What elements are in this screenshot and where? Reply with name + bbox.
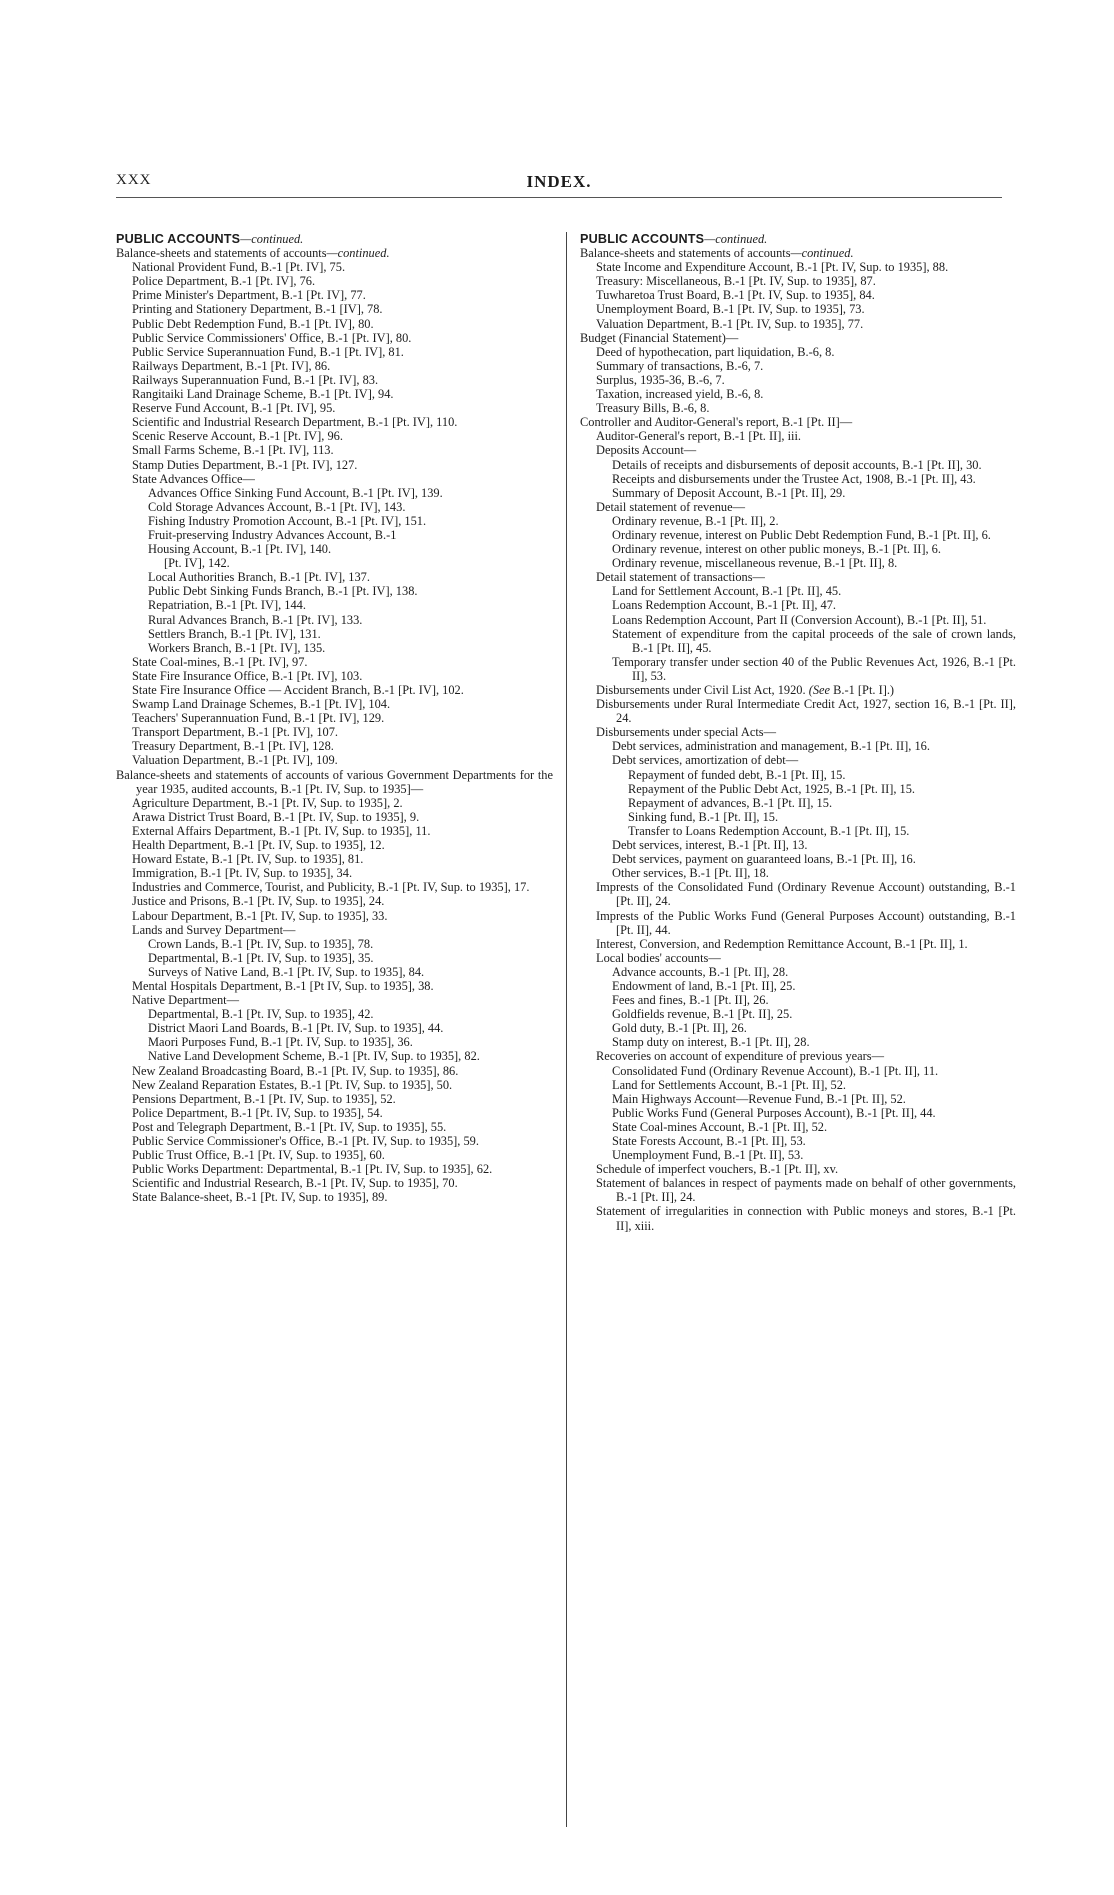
index-entry: [116, 302, 553, 316]
index-entry: [116, 909, 553, 923]
index-entry: [580, 1106, 1016, 1120]
index-entry: [580, 1162, 1016, 1176]
index-entry-text: Disbursements under Rural Intermediate Credit Act, 1927, section 16, B.-1 [Pt. II], 24.: [596, 697, 1016, 726]
index-entry-text: Public Debt Redemption Fund, B.-1 [Pt. IV], 80.: [132, 316, 374, 331]
index-entry-text: Ordinary revenue, miscellaneous revenue, B.-1 [Pt. II], 8.: [612, 556, 898, 571]
index-entry-text: Valuation Department, B.-1 [Pt. IV], 109.: [132, 753, 338, 768]
index-entry-text: District Maori Land Boards, B.-1 [Pt. IV, Sup. to 1935], 44.: [148, 1021, 444, 1036]
index-entry: [116, 429, 553, 443]
index-entry: [580, 1092, 1016, 1106]
index-entry-text: Agriculture Department, B.-1 [Pt. IV, Sup. to 1935], 2.: [132, 795, 403, 810]
index-entry: [116, 965, 553, 979]
continued-note: —continued.: [790, 246, 854, 261]
index-entry-text: Imprests of the Public Works Fund (General Purposes Account) outstanding, B.-1 [Pt. II], 44.: [596, 908, 1016, 937]
index-entry: [580, 302, 1016, 316]
index-entry: [580, 387, 1016, 401]
index-entry-text: Health Department, B.-1 [Pt. IV, Sup. to 1935], 12.: [132, 838, 385, 853]
index-entry: [580, 1021, 1016, 1035]
index-entry-text: Rangitaiki Land Drainage Scheme, B.-1 [Pt. IV], 94.: [132, 387, 394, 402]
index-entry: [116, 641, 553, 655]
index-entry: [580, 429, 1016, 443]
index-entry-text: Crown Lands, B.-1 [Pt. IV, Sup. to 1935], 78.: [148, 936, 374, 951]
index-entry-text: Recoveries on account of expenditure of previous years—: [596, 1049, 884, 1064]
index-entry-text: State Balance-sheet, B.-1 [Pt. IV, Sup. to 1935], 89.: [132, 1190, 388, 1205]
index-entry: [116, 443, 553, 457]
index-entry-text: Consolidated Fund (Ordinary Revenue Account), B.-1 [Pt. II], 11.: [612, 1063, 939, 1078]
index-entry-text: State Coal-mines, B.-1 [Pt. IV], 97.: [132, 654, 308, 669]
index-entry: [580, 359, 1016, 373]
index-entry-text: Repayment of funded debt, B.-1 [Pt. II], 15.: [628, 767, 846, 782]
index-entry-text: Fruit-preserving Industry Advances Account, B.-1: [148, 527, 397, 542]
index-entry-text: Debt services, interest, B.-1 [Pt. II], 13.: [612, 838, 808, 853]
index-entry: [116, 1134, 553, 1148]
index-entry-text: Local Authorities Branch, B.-1 [Pt. IV], 137.: [148, 570, 370, 585]
index-entry-text: Interest, Conversion, and Redemption Remittance Account, B.-1 [Pt. II], 1.: [596, 936, 968, 951]
index-entry-text: Public Works Fund (General Purposes Account), B.-1 [Pt. II], 44.: [612, 1105, 936, 1120]
index-entry: [116, 1176, 553, 1190]
index-entry: [116, 937, 553, 951]
index-entry: [116, 1106, 553, 1120]
index-entry: [580, 613, 1016, 627]
index-entry-text: Statement of irregularities in connection with Public moneys and stores, B.-1 [Pt. II], xiii.: [596, 1204, 1016, 1233]
index-entry-text: Unemployment Board, B.-1 [Pt. IV, Sup. to 1935], 73.: [596, 302, 865, 317]
index-entry: [116, 810, 553, 824]
index-entry: [116, 655, 553, 669]
index-entry: [116, 246, 553, 260]
index-entry: [116, 768, 553, 796]
index-entry: [580, 472, 1016, 486]
index-entry-text: Fees and fines, B.-1 [Pt. II], 26.: [612, 993, 769, 1008]
index-entry: [116, 274, 553, 288]
index-entry-text: Public Service Commissioner's Office, B.-1 [Pt. IV, Sup. to 1935], 59.: [132, 1134, 479, 1148]
continued-note: —continued.: [326, 246, 390, 261]
index-entry: [116, 401, 553, 415]
index-entry: [116, 570, 553, 584]
index-entry-text: Transport Department, B.-1 [Pt. IV], 107.: [132, 725, 339, 740]
index-entry: [116, 1120, 553, 1134]
index-entry-text: Pensions Department, B.-1 [Pt. IV, Sup. to 1935], 52.: [132, 1091, 396, 1106]
index-entry: [580, 838, 1016, 852]
index-entry-text: State Forests Account, B.-1 [Pt. II], 53.: [612, 1134, 806, 1148]
index-entry-text: Railways Department, B.-1 [Pt. IV], 86.: [132, 358, 331, 373]
index-entry: [116, 613, 553, 627]
index-entry-text: State Coal-mines Account, B.-1 [Pt. II], 52.: [612, 1119, 828, 1134]
index-entry: [580, 937, 1016, 951]
index-entry-text: Railways Superannuation Fund, B.-1 [Pt. IV], 83.: [132, 372, 379, 387]
index-entry-text: Small Farms Scheme, B.-1 [Pt. IV], 113.: [132, 443, 334, 458]
index-entry-text: Advance accounts, B.-1 [Pt. II], 28.: [612, 964, 789, 979]
index-entry-text: Goldfields revenue, B.-1 [Pt. II], 25.: [612, 1007, 793, 1022]
index-entry-text: Other services, B.-1 [Pt. II], 18.: [612, 866, 769, 881]
index-entry-text: Prime Minister's Department, B.-1 [Pt. IV], 77.: [132, 288, 366, 303]
index-entry: [580, 852, 1016, 866]
index-entry: [580, 1134, 1016, 1148]
index-entry-text: Public Service Commissioners' Office, B.-1 [Pt. IV], 80.: [132, 330, 412, 345]
index-entry: [580, 1078, 1016, 1092]
index-entry-text: Settlers Branch, B.-1 [Pt. IV], 131.: [148, 626, 321, 641]
index-entry: [580, 782, 1016, 796]
index-entry-text: New Zealand Broadcasting Board, B.-1 [Pt. IV, Sup. to 1935], 86.: [132, 1063, 459, 1078]
index-entry-text: Surveys of Native Land, B.-1 [Pt. IV, Sup. to 1935], 84.: [148, 964, 425, 979]
index-entry: [580, 415, 1016, 429]
index-entry-text: Scientific and Industrial Research Department, B.-1 [Pt. IV], 110.: [132, 415, 458, 430]
index-entry-text: Land for Settlements Account, B.-1 [Pt. II], 52.: [612, 1077, 846, 1092]
index-entry-text: State Advances Office—: [132, 471, 255, 486]
index-entry: [580, 796, 1016, 810]
index-entry: [580, 810, 1016, 824]
index-entry: [116, 852, 553, 866]
index-entry-text: Surplus, 1935-36, B.-6, 7.: [596, 372, 725, 387]
index-entry: [580, 1148, 1016, 1162]
index-entry: [116, 472, 553, 486]
index-entry-text: State Income and Expenditure Account, B.-1 [Pt. IV, Sup. to 1935], 88.: [596, 260, 949, 275]
index-entry: [116, 1021, 553, 1035]
running-header: [116, 172, 1002, 192]
index-entry: [116, 1148, 553, 1162]
section-heading-text: PUBLIC ACCOUNTS: [580, 232, 705, 246]
index-entry-text: Ordinary revenue, interest on Public Debt Redemption Fund, B.-1 [Pt. II], 6.: [612, 527, 991, 542]
index-entry: [580, 317, 1016, 331]
index-entry-text: Main Highways Account—Revenue Fund, B.-1 [Pt. II], 52.: [612, 1091, 906, 1106]
index-entry: [116, 331, 553, 345]
index-entry-text: External Affairs Department, B.-1 [Pt. IV, Sup. to 1935], 11.: [132, 823, 431, 838]
continued-note: —continued.: [240, 232, 304, 246]
index-entry: [580, 739, 1016, 753]
index-entry: [580, 993, 1016, 1007]
index-entry-text: Loans Redemption Account, Part II (Conversion Account), B.-1 [Pt. II], 51.: [612, 612, 987, 627]
index-entry: [580, 514, 1016, 528]
index-entry: [116, 1078, 553, 1092]
index-entry: [116, 387, 553, 401]
index-entry-text: Housing Account, B.-1 [Pt. IV], 140.: [148, 542, 332, 557]
index-entry: [580, 274, 1016, 288]
index-entry: [580, 373, 1016, 387]
index-entry-text: Police Department, B.-1 [Pt. IV], 76.: [132, 274, 316, 289]
index-entry: [580, 486, 1016, 500]
index-entry-text: Balance-sheets and statements of accounts of various Government Departments for the year 1935, audited accounts, B.-1 [Pt. IV, Sup. to 1935]—: [116, 767, 553, 796]
index-entry-text: Police Department, B.-1 [Pt. IV, Sup. to 1935], 54.: [132, 1105, 383, 1120]
index-entry: [116, 1064, 553, 1078]
index-entry: [116, 824, 553, 838]
index-entry: [116, 993, 553, 1007]
index-entry: [580, 683, 1016, 697]
index-entry: [116, 1190, 553, 1204]
index-entry-text: Fishing Industry Promotion Account, B.-1 [Pt. IV], 151.: [148, 513, 427, 528]
index-entry: [116, 1049, 553, 1063]
index-entry-text: Native Department—: [132, 993, 240, 1008]
index-entry-text: Justice and Prisons, B.-1 [Pt. IV, Sup. to 1935], 24.: [132, 894, 385, 909]
index-entry: [116, 373, 553, 387]
index-entry-text: Advances Office Sinking Fund Account, B.-1 [Pt. IV], 139.: [148, 485, 443, 500]
index-entry-text: Ordinary revenue, B.-1 [Pt. II], 2.: [612, 513, 779, 528]
index-entry-text: Scenic Reserve Account, B.-1 [Pt. IV], 96.: [132, 429, 343, 444]
index-entry-text: Industries and Commerce, Tourist, and Publicity, B.-1 [Pt. IV, Sup. to 1935], 17.: [132, 880, 530, 895]
index-entry-text: Loans Redemption Account, B.-1 [Pt. II], 47.: [612, 598, 837, 613]
index-entry-text: Post and Telegraph Department, B.-1 [Pt. IV, Sup. to 1935], 55.: [132, 1119, 447, 1134]
index-entry: [580, 584, 1016, 598]
index-entry: [116, 1092, 553, 1106]
index-entry-text: Rural Advances Branch, B.-1 [Pt. IV], 133.: [148, 612, 363, 627]
index-entry-text: Maori Purposes Fund, B.-1 [Pt. IV, Sup. to 1935], 36.: [148, 1035, 413, 1050]
section-heading-text: PUBLIC ACCOUNTS: [116, 232, 241, 246]
index-entry-text: Scientific and Industrial Research, B.-1 [Pt. IV, Sup. to 1935], 70.: [132, 1176, 458, 1191]
index-entry: [580, 1035, 1016, 1049]
index-entry-text: Controller and Auditor-General's report, B.-1 [Pt. II]—: [580, 415, 853, 430]
index-entry-text: Summary of transactions, B.-6, 7.: [596, 358, 764, 373]
index-entry: [580, 1007, 1016, 1021]
index-entry-text: Arawa District Trust Board, B.-1 [Pt. IV, Sup. to 1935], 9.: [132, 809, 420, 824]
index-entry-text: Howard Estate, B.-1 [Pt. IV, Sup. to 1935], 81.: [132, 852, 364, 867]
index-entry: [116, 1007, 553, 1021]
index-entry-text: Budget (Financial Statement)—: [580, 330, 739, 345]
index-entry: [580, 542, 1016, 556]
index-entry-text: Balance-sheets and statements of accounts: [116, 246, 327, 261]
index-entry-text: Valuation Department, B.-1 [Pt. IV, Sup. to 1935], 77.: [596, 316, 864, 331]
index-entry-text: Treasury Department, B.-1 [Pt. IV], 128.: [132, 739, 334, 754]
index-entry: [580, 768, 1016, 782]
index-entry: [116, 345, 553, 359]
see-reference-target: B.-1 [Pt. I].): [833, 683, 895, 697]
index-entry: [116, 500, 553, 514]
index-entry-text: Imprests of the Consolidated Fund (Ordinary Revenue Account) outstanding, B.-1 [Pt. II], 24.: [596, 880, 1016, 909]
index-entry: [580, 260, 1016, 274]
index-entry-text: Statement of expenditure from the capital proceeds of the sale of crown lands, B.-1 [Pt. II], 45.: [612, 626, 1016, 655]
index-entry: [580, 753, 1016, 767]
index-entry-text: Local bodies' accounts—: [596, 950, 721, 965]
index-entry: [116, 866, 553, 880]
index-entry: [580, 443, 1016, 457]
index-entry: [580, 500, 1016, 514]
index-entry-text: Disbursements under Civil List Act, 1920.: [596, 683, 806, 697]
index-entry: [580, 1120, 1016, 1134]
index-entry-text: Temporary transfer under section 40 of the Public Revenues Act, 1926, B.-1 [Pt. II], 53.: [612, 654, 1016, 683]
index-entry: [580, 331, 1016, 345]
index-entry: [580, 1176, 1016, 1204]
index-entry-text: Departmental, B.-1 [Pt. IV, Sup. to 1935], 35.: [148, 950, 374, 965]
index-entry: [116, 838, 553, 852]
index-entry-text: Receipts and disbursements under the Trustee Act, 1908, B.-1 [Pt. II], 43.: [612, 471, 976, 486]
index-entry: [580, 951, 1016, 965]
index-entry: [116, 683, 553, 697]
index-entry: [580, 598, 1016, 612]
index-entry-text: National Provident Fund, B.-1 [Pt. IV], 75.: [132, 260, 346, 275]
index-entry: [580, 880, 1016, 908]
index-entry: [116, 753, 553, 767]
continued-note: —continued.: [704, 232, 768, 246]
index-column-left: [116, 232, 553, 1204]
index-entry-text: Debt services, payment on guaranteed loans, B.-1 [Pt. II], 16.: [612, 852, 916, 867]
index-entry-text: Native Land Development Scheme, B.-1 [Pt. IV, Sup. to 1935], 82.: [148, 1049, 480, 1064]
index-entry-text: Details of receipts and disbursements of deposit accounts, B.-1 [Pt. II], 30.: [612, 457, 982, 472]
index-entry: [580, 824, 1016, 838]
index-entry: [580, 246, 1016, 260]
index-entry: [580, 570, 1016, 584]
index-entry: [580, 627, 1016, 655]
index-entry: [116, 923, 553, 937]
index-entry-text: [Pt. IV], 142.: [164, 556, 230, 571]
index-entry-text: Treasury: Miscellaneous, B.-1 [Pt. IV, Sup. to 1935], 87.: [596, 274, 876, 289]
index-entry: [580, 655, 1016, 683]
index-entry-text: Stamp duty on interest, B.-1 [Pt. II], 28.: [612, 1035, 810, 1050]
index-entry: [116, 514, 553, 528]
index-entry-text: Labour Department, B.-1 [Pt. IV, Sup. to 1935], 33.: [132, 908, 388, 923]
index-entry: [116, 486, 553, 500]
column-divider: [566, 232, 567, 1827]
index-entry: [580, 866, 1016, 880]
index-entry: [580, 965, 1016, 979]
index-entry: [116, 697, 553, 711]
index-entry-text: Public Works Department: Departmental, B.-1 [Pt. IV, Sup. to 1935], 62.: [132, 1162, 493, 1177]
index-entry: [116, 260, 553, 274]
index-entry-text: State Fire Insurance Office — Accident Branch, B.-1 [Pt. IV], 102.: [132, 683, 464, 697]
index-entry-text: Reserve Fund Account, B.-1 [Pt. IV], 95.: [132, 401, 336, 416]
index-entry: [116, 556, 553, 570]
page-number: XXX: [116, 172, 152, 188]
index-entry-text: Detail statement of revenue—: [596, 499, 745, 514]
index-entry-text: Repayment of the Public Debt Act, 1925, B.-1 [Pt. II], 15.: [628, 781, 916, 796]
index-entry: [116, 951, 553, 965]
index-entry: [116, 739, 553, 753]
section-heading: [116, 232, 553, 246]
index-entry: [116, 415, 553, 429]
index-entry-text: Lands and Survey Department—: [132, 922, 296, 937]
index-entry: [116, 584, 553, 598]
index-entry-text: Departmental, B.-1 [Pt. IV, Sup. to 1935], 42.: [148, 1007, 374, 1022]
index-entry: [116, 1162, 553, 1176]
index-entry-text: Public Trust Office, B.-1 [Pt. IV, Sup. to 1935], 60.: [132, 1148, 385, 1163]
index-entry: [580, 979, 1016, 993]
index-column-right: [580, 232, 1016, 1233]
index-entry-text: Tuwharetoa Trust Board, B.-1 [Pt. IV, Sup. to 1935], 84.: [596, 288, 875, 303]
index-entry-text: Public Service Superannuation Fund, B.-1 [Pt. IV], 81.: [132, 344, 404, 359]
index-entry: [116, 711, 553, 725]
index-entry-text: Debt services, administration and management, B.-1 [Pt. II], 16.: [612, 739, 930, 754]
header-rule: [116, 197, 1002, 198]
index-entry: [116, 979, 553, 993]
index-entry-text: Auditor-General's report, B.-1 [Pt. II], iii.: [596, 429, 802, 444]
index-entry-text: Land for Settlement Account, B.-1 [Pt. II], 45.: [612, 584, 842, 599]
index-entry-text: Deed of hypothecation, part liquidation, B.-6, 8.: [596, 344, 835, 359]
index-entry: [116, 288, 553, 302]
index-entry: [116, 528, 553, 542]
index-entry: [580, 725, 1016, 739]
index-entry-text: Immigration, B.-1 [Pt. IV, Sup. to 1935], 34.: [132, 866, 353, 881]
index-entry-text: Debt services, amortization of debt—: [612, 753, 799, 768]
index-entry-text: Statement of balances in respect of payments made on behalf of other governments, B.-1 [Pt. II], 24.: [596, 1176, 1016, 1205]
see-reference: (See: [808, 683, 831, 697]
index-entry-text: Endowment of land, B.-1 [Pt. II], 25.: [612, 978, 796, 993]
index-entry: [580, 458, 1016, 472]
index-entry-text: Repatriation, B.-1 [Pt. IV], 144.: [148, 598, 306, 613]
index-entry-text: Treasury Bills, B.-6, 8.: [596, 401, 710, 416]
index-entry-text: Ordinary revenue, interest on other public moneys, B.-1 [Pt. II], 6.: [612, 542, 941, 557]
index-entry: [116, 542, 553, 556]
index-entry: [116, 598, 553, 612]
page-title: INDEX.: [526, 172, 592, 191]
index-entry: [116, 725, 553, 739]
index-entry-text: Repayment of advances, B.-1 [Pt. II], 15.: [628, 795, 833, 810]
index-entry: [116, 880, 553, 894]
index-entry-text: Printing and Stationery Department, B.-1 [IV], 78.: [132, 302, 383, 317]
index-entry-text: Teachers' Superannuation Fund, B.-1 [Pt. IV], 129.: [132, 711, 385, 726]
index-entry-text: Schedule of imperfect vouchers, B.-1 [Pt. II], xv.: [596, 1162, 839, 1177]
index-entry-text: Balance-sheets and statements of accounts: [580, 246, 791, 261]
index-entry-text: Disbursements under special Acts—: [596, 725, 776, 740]
index-entry-text: Detail statement of transactions—: [596, 570, 765, 585]
index-entry-text: Unemployment Fund, B.-1 [Pt. II], 53.: [612, 1148, 804, 1163]
index-entry: [116, 796, 553, 810]
index-entry-text: Sinking fund, B.-1 [Pt. II], 15.: [628, 809, 779, 824]
index-entry: [580, 288, 1016, 302]
index-entry-text: Gold duty, B.-1 [Pt. II], 26.: [612, 1021, 747, 1036]
index-entry-text: Deposits Account—: [596, 443, 697, 458]
index-entry: [116, 458, 553, 472]
index-entry: [580, 401, 1016, 415]
index-entry-text: Taxation, increased yield, B.-6, 8.: [596, 387, 764, 402]
index-entry-text: Workers Branch, B.-1 [Pt. IV], 135.: [148, 640, 326, 655]
index-entry: [116, 894, 553, 908]
index-entry: [116, 669, 553, 683]
index-entry: [580, 909, 1016, 937]
index-entry: [580, 697, 1016, 725]
index-entry: [116, 627, 553, 641]
index-entry-text: Summary of Deposit Account, B.-1 [Pt. II], 29.: [612, 485, 846, 500]
index-entry: [580, 1049, 1016, 1063]
index-entry: [580, 528, 1016, 542]
index-entry: [116, 359, 553, 373]
index-entry: [116, 317, 553, 331]
index-entry: [580, 556, 1016, 570]
index-entry-text: State Fire Insurance Office, B.-1 [Pt. IV], 103.: [132, 668, 363, 683]
index-entry-text: New Zealand Reparation Estates, B.-1 [Pt. IV, Sup. to 1935], 50.: [132, 1077, 453, 1092]
index-entry: [580, 1064, 1016, 1078]
index-entry-text: Mental Hospitals Department, B.-1 [Pt IV, Sup. to 1935], 38.: [132, 978, 434, 993]
index-entry-text: Cold Storage Advances Account, B.-1 [Pt. IV], 143.: [148, 499, 406, 514]
index-entry-text: Swamp Land Drainage Schemes, B.-1 [Pt. IV], 104.: [132, 697, 391, 712]
section-heading: [580, 232, 1016, 246]
index-entry-text: Stamp Duties Department, B.-1 [Pt. IV], 127.: [132, 457, 358, 472]
index-entry-text: Public Debt Sinking Funds Branch, B.-1 [Pt. IV], 138.: [148, 584, 418, 599]
index-entry: [580, 1204, 1016, 1232]
index-entry: [116, 1035, 553, 1049]
index-entry: [580, 345, 1016, 359]
index-entry-text: Transfer to Loans Redemption Account, B.-1 [Pt. II], 15.: [628, 823, 910, 838]
